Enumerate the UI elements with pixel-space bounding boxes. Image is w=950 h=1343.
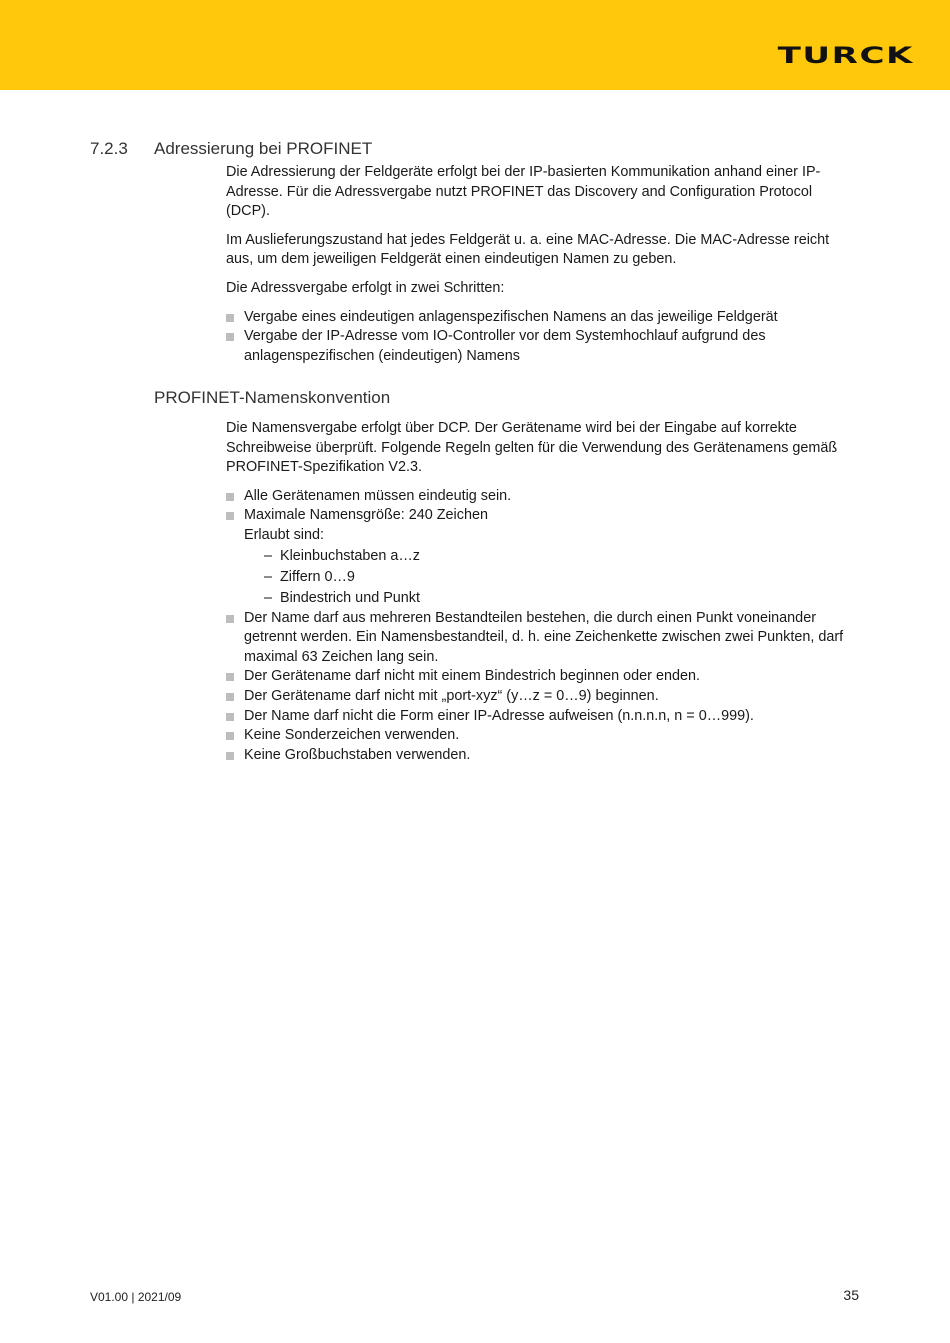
dash-bullet: – <box>264 547 273 564</box>
steps-list <box>226 308 852 367</box>
square-bullet-icon <box>226 314 234 322</box>
square-bullet-icon <box>226 493 234 501</box>
paragraph: Die Adressvergabe erfolgt in zwei Schritten: <box>226 279 505 296</box>
list-item: Der Name darf aus mehreren Bestandteilen bestehen, die durch einen Punkt voneinander getrennt werden. Ein Namensbestandteil, d. h. eine Zeichenkette zwischen zwei Punkten, darf maximal 63 Zeichen lang sein. <box>226 609 852 668</box>
square-bullet-icon <box>226 713 234 721</box>
list-item: Keine Großbuchstaben verwenden. <box>226 746 852 766</box>
square-bullet-icon <box>226 673 234 681</box>
sublist-item: – Bindestrich und Punkt <box>264 588 852 609</box>
paragraph: Die Namensvergabe erfolgt über DCP. Der Gerätename wird bei der Eingabe auf korrekte Schreibweise überprüft. Folgende Regeln gelten für die Verwendung des Gerätenamens gemäß PROFINET-Spezifikation V2.3. <box>226 420 838 476</box>
allowed-label: Erlaubt sind: <box>244 526 324 543</box>
square-bullet-icon <box>226 615 234 623</box>
footer-version: V01.00 | 2021/09 <box>90 1290 182 1304</box>
list-item: Der Gerätename darf nicht mit „port-xyz“ (y…z = 0…9) beginnen. <box>226 687 852 707</box>
section-title: Adressierung bei PROFINET <box>154 139 373 158</box>
sublist-item: – Ziffern 0…9 <box>264 567 852 588</box>
paragraph: Die Adressierung der Feldgeräte erfolgt bei der IP-basierten Kommunikation anhand einer IP-Adresse. Für die Adressvergabe nutzt PROFINET das Discovery and Configuration Protocol (DCP). <box>226 164 821 220</box>
list-item: Maximale Namensgröße: 240 Zeichen Erlaubt sind: – Kleinbuchstaben a…z – Ziffern 0…9 – Bindestrich und Punkt <box>226 506 852 608</box>
rules-list <box>226 487 852 766</box>
paragraph: Im Auslieferungszustand hat jedes Feldgerät u. a. eine MAC-Adresse. Die MAC-Adresse reicht aus, um dem jeweiligen Feldgerät einen eindeutigen Namen zu geben. <box>226 231 830 268</box>
header-band <box>0 0 950 90</box>
allowed-list <box>244 546 852 609</box>
square-bullet-icon <box>226 732 234 740</box>
section-number: 7.2.3 <box>90 139 128 158</box>
subsection-body <box>226 419 852 765</box>
square-bullet-icon <box>226 752 234 760</box>
list-item: Vergabe eines eindeutigen anlagenspezifischen Namens an das jeweilige Feldgerät <box>226 308 852 328</box>
dash-bullet: – <box>264 589 273 606</box>
list-item: Der Gerätename darf nicht mit einem Bindestrich beginnen oder enden. <box>226 667 852 687</box>
section-heading <box>90 139 372 159</box>
list-item: Vergabe der IP-Adresse vom IO-Controller vor dem Systemhochlauf aufgrund des anlagenspezifischen (eindeutigen) Namens <box>226 327 852 366</box>
list-item: Alle Gerätenamen müssen eindeutig sein. <box>226 487 852 507</box>
square-bullet-icon <box>226 333 234 341</box>
turck-logo: TURCK <box>777 44 914 69</box>
square-bullet-icon <box>226 693 234 701</box>
list-item: Keine Sonderzeichen verwenden. <box>226 726 852 746</box>
list-item: Der Name darf nicht die Form einer IP-Adresse aufweisen (n.n.n.n, n = 0…999). <box>226 707 852 727</box>
square-bullet-icon <box>226 512 234 520</box>
page-number: 35 <box>843 1287 859 1303</box>
sublist-item: – Kleinbuchstaben a…z <box>264 546 852 567</box>
dash-bullet: – <box>264 568 273 585</box>
subsection-title: PROFINET-Namenskonvention <box>154 388 391 407</box>
section-body <box>226 163 852 366</box>
